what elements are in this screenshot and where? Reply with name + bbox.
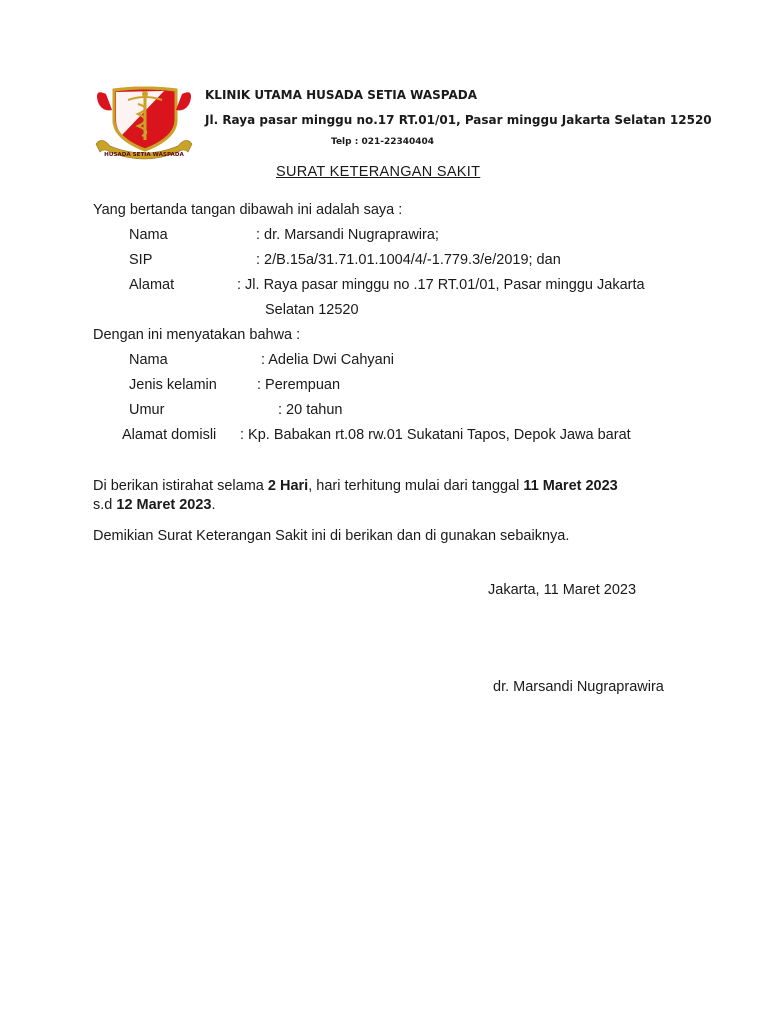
logo-wing-left (97, 92, 112, 110)
rest-text-1: Di berikan istirahat selama (93, 478, 268, 494)
clinic-address: Jl. Raya pasar minggu no.17 RT.01/01, Pasar minggu Jakarta Selatan 12520 (205, 113, 712, 127)
clinic-name: KLINIK UTAMA HUSADA SETIA WASPADA (205, 88, 478, 102)
clinic-logo (92, 80, 196, 164)
rest-text-3: s.d (93, 497, 117, 513)
doctor-sip-value: : 2/B.15a/31.71.01.1004/4/-1.779.3/e/2019; dan (256, 252, 561, 268)
signatory-name: dr. Marsandi Nugraprawira (493, 679, 664, 695)
logo-text: HUSADA SETIA WASPADA (104, 152, 184, 158)
place-date: Jakarta, 11 Maret 2023 (488, 582, 637, 598)
patient-age-value: : 20 tahun (278, 402, 343, 418)
patient-name-label: Nama (129, 352, 168, 368)
closing-text: Demikian Surat Keterangan Sakit ini di berikan dan di gunakan sebaiknya. (93, 528, 570, 544)
patient-gender-value: : Perempuan (257, 377, 341, 393)
doctor-name-label: Nama (129, 227, 168, 243)
patient-address-label: Alamat domisli (122, 427, 217, 443)
statement-text: Dengan ini menyatakan bahwa : (93, 327, 301, 343)
doctor-address-value: : Jl. Raya pasar minggu no .17 RT.01/01, Pasar minggu Jakarta (237, 277, 645, 293)
rest-period-line-2 (93, 497, 216, 513)
patient-address-value: : Kp. Babakan rt.08 rw.01 Sukatani Tapos, Depok Jawa barat (240, 427, 631, 443)
intro-text: Yang bertanda tangan dibawah ini adalah saya : (93, 202, 403, 218)
rest-end-date: 12 Maret 2023 (116, 497, 212, 513)
patient-name-value: : Adelia Dwi Cahyani (261, 352, 394, 368)
patient-gender-label: Jenis kelamin (129, 377, 217, 393)
doctor-address-value-cont: Selatan 12520 (265, 302, 359, 318)
rest-start-date: 11 Maret 2023 (523, 478, 618, 494)
doctor-address-label: Alamat (129, 277, 175, 293)
doctor-name-value: : dr. Marsandi Nugraprawira; (256, 227, 439, 243)
document-title: SURAT KETERANGAN SAKIT (276, 164, 481, 180)
clinic-telephone: Telp : 021-22340404 (331, 137, 435, 147)
rest-text-2: , hari terhitung mulai dari tanggal (308, 478, 524, 494)
rest-days: 2 Hari (267, 478, 309, 494)
logo-wing-right (176, 92, 191, 110)
doctor-sip-label: SIP (129, 252, 153, 268)
rest-period-line (93, 478, 618, 494)
rest-text-4: . (211, 497, 216, 513)
patient-age-label: Umur (129, 402, 165, 418)
